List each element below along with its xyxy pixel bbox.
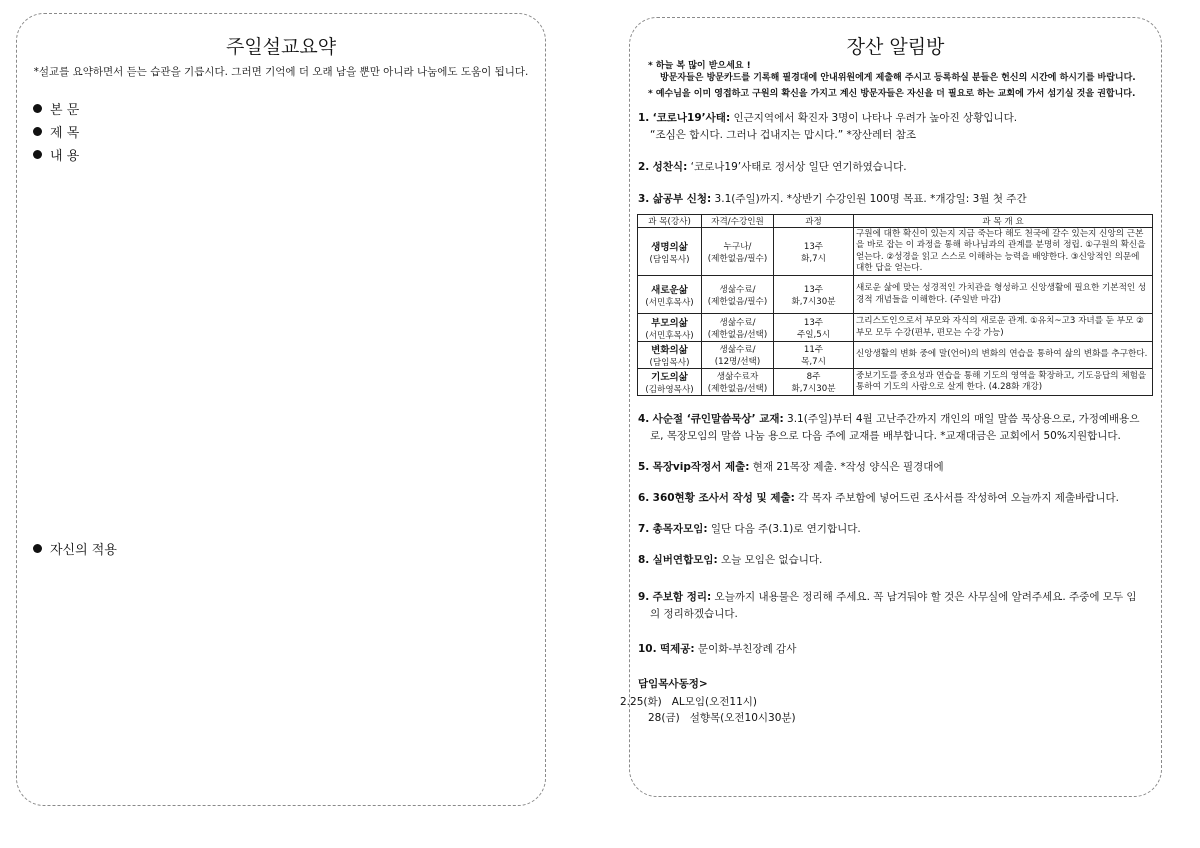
announcement-2: 2. 성찬식: ‘코로나19’사태로 정서상 일단 연기하였습니다. — [638, 161, 907, 173]
bullet-dot-icon — [33, 544, 42, 553]
table-row: 변화의삶 (담임목사) 생삶수료/ (12명/선택) 11주 목,7시 신앙생활의 변화 중에 말(언어)의 변화의 연습을 통하여 삶의 변화를 추구한다. — [638, 342, 1153, 369]
table-row: 기도의삶 (김하영목사) 생삶수료자 (제한없음/선택) 8주 화,7시30분 중보기도를 중요성과 연습을 통해 기도의 영역을 확장하고, 기도응답의 체험을 통하여 기도의 사람으로 살게 한다. (4.28화 개강) — [638, 369, 1153, 396]
pastor-schedule-title: 담임목사동정> — [638, 678, 708, 690]
sermon-summary-panel — [16, 13, 546, 806]
bullet-dot-icon — [33, 104, 42, 113]
table-row: 부모의삶 (서민후목사) 생삶수료/ (제한없음/선택) 13주 주일,5시 그리스도인으로서 부모와 자식의 새로운 관계. ①유치~고3 자녀를 둔 부모 ②부모 모두 수강(편부, 편모는 수강 가능) — [638, 314, 1153, 342]
announcement-5: 5. 목장vip작정서 제출: 현재 21목장 제출. *작성 양식은 필경대에 — [638, 461, 944, 473]
bullet-dot-icon — [33, 150, 42, 159]
notice-visitors: * 하늘 복 많이 받으세요 ! 방문자들은 방문카드를 기록해 필경대에 안내위원에게 제출해 주시고 등록하실 분들은 헌신의 시간에 하시기를 바랍니다. — [648, 61, 1136, 83]
announcement-8: 8. 실버연합모임: 오늘 모임은 없습니다. — [638, 554, 823, 566]
sermon-summary-title: 주일설교요약 — [225, 36, 337, 58]
table-row: 생명의삶 (담임목사) 누구나/ (제한없음/필수) 13주 화,7시 구원에 대한 확신이 있는지 지금 죽는다 해도 천국에 갈수 있는지 신앙의 근본을 바로 잡는 이 과정을 통해 하나님과의 관계를 분명히 정립. ①구원의 확신을 얻는다. ②성경을 읽고 스스로 이해하는 능력을 배양한다. ③신앙적인 의문에 대한 답을 얻는다. — [638, 228, 1153, 276]
course-table — [637, 214, 1153, 396]
announcements-title: 장산 알림방 — [846, 36, 945, 58]
announcement-10: 10. 떡제공: 문이화-부친장례 감사 — [638, 643, 797, 655]
announcements-panel — [620, 17, 1162, 797]
notice-believers: * 예수님을 이미 영접하고 구원의 확신을 가지고 계신 방문자들은 자신을 더 필요로 하는 교회에 가서 섬기실 것을 권합니다. — [648, 89, 1136, 99]
bullet-title: 제 목 — [33, 122, 79, 141]
bullet-content: 내 용 — [33, 145, 79, 164]
announcement-6: 6. 360현황 조사서 작성 및 제출: 각 목자 주보함에 넣어드린 조사서를 작성하여 오늘까지 제출바랍니다. — [638, 492, 1119, 504]
course-table-header: 과 목(강사) 자격/수강인원 과정 과 목 개 요 — [638, 215, 1153, 228]
sermon-summary-note: *설교를 요약하면서 듣는 습관을 기릅시다. 그러면 기억에 더 오래 남을 뿐만 아니라 나눔에도 도움이 됩니다. — [33, 66, 529, 78]
bullet-scripture: 본 문 — [33, 99, 79, 118]
announcement-1: 1. ‘코로나19’사태: 인근지역에서 확진자 3명이 나타나 우려가 높아진 상황입니다. “조심은 합시다. 그러나 겁내지는 맙시다.” *장산레터 참조 — [638, 112, 1018, 141]
pastor-schedule-line-1: 2.25(화) AL모임(오전11시) — [620, 696, 758, 708]
pastor-schedule-line-2: 28(금) 설향목(오전10시30분) — [648, 712, 796, 724]
table-row: 새로운삶 (서민후목사) 생삶수료/ (제한없음/필수) 13주 화,7시30분 새로운 삶에 맞는 성경적인 가치관을 형성하고 신앙생활에 필요한 기본적인 성경적 개념들을 이해한다. (주일반 마감) — [638, 276, 1153, 314]
bullet-dot-icon — [33, 127, 42, 136]
announcement-7: 7. 총목자모임: 일단 다음 주(3.1)로 연기합니다. — [638, 523, 861, 535]
bullet-application: 자신의 적용 — [33, 539, 117, 558]
announcement-9: 9. 주보함 정리: 오늘까지 내용물은 정리해 주세요. 꼭 남겨둬야 할 것은 사무실에 알려주세요. 주중에 모두 임 의 정리하겠습니다. — [638, 591, 1137, 620]
announcement-4: 4. 사순절 ‘큐인말씀묵상’ 교재: 3.1(주일)부터 4월 고난주간까지 개인의 매일 말씀 묵상용으로, 가정예배용으 로, 목장모임의 말씀 나눔 용으로 다음 주에 교재를 배부합니다. *교재대금은 교회에서 50%지원합니다. — [638, 413, 1140, 442]
announcement-3: 3. 삶공부 신청: 3.1(주일)까지. *상반기 수강인원 100명 목표. *개강일: 3월 첫 주간 — [638, 193, 1027, 205]
